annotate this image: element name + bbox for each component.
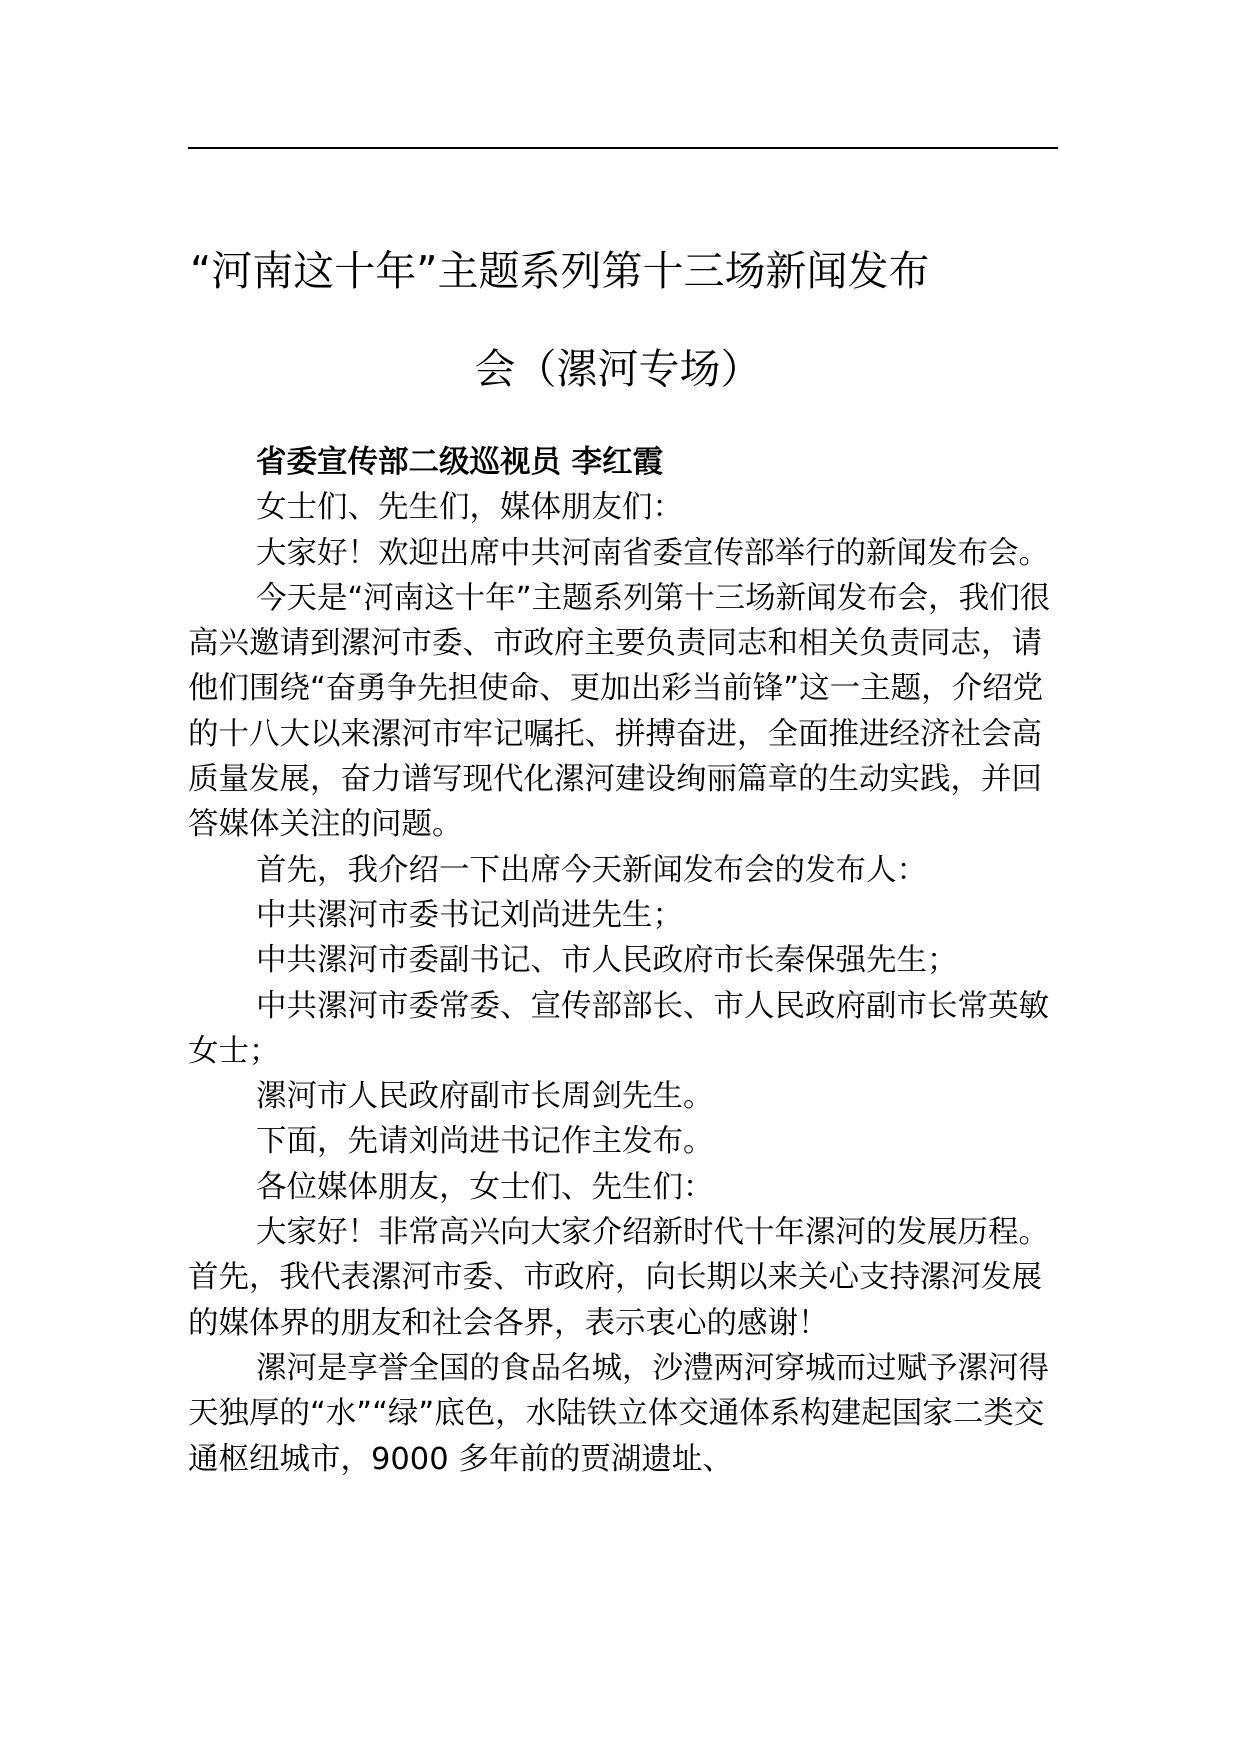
paragraph: 中共漯河市委常委、宣传部部长、市人民政府副市长常英敏女士； — [188, 988, 1049, 1069]
document-title — [188, 222, 1068, 418]
paragraph: 各位媒体朋友，女士们、先生们： — [256, 1169, 714, 1205]
title-line-1: “河南这十年”主题系列第十三场新闻发布 — [190, 247, 930, 295]
paragraph: 今天是“河南这十年”主题系列第十三场新闻发布会，我们很高兴邀请到漯河市委、市政府主要负责同志和相关负责同志，请他们围绕“奋勇争先担使命、更加出彩当前锋”这一主题，介绍党的十八大以来漯河市牢记嘱托、拼搏奋进，全面推进经济社会高质量发展，奋力谱写现代化漯河建设绚丽篇章的生动实践，并回答媒体关注的问题。 — [188, 580, 1051, 843]
speaker-line: 省委宣传部二级巡视员 李红霞 — [256, 445, 664, 480]
paragraph: 大家好！非常高兴向大家介绍新时代十年漯河的发展历程。首先，我代表漯河市委、市政府，向长期以来关心支持漯河发展的媒体界的朋友和社会各界，表示衷心的感谢！ — [188, 1215, 1049, 1341]
paragraph: 首先，我介绍一下出席今天新闻发布会的发布人： — [256, 852, 927, 888]
header-rule — [188, 147, 1058, 149]
paragraph: 大家好！欢迎出席中共河南省委宣传部举行的新闻发布会。 — [256, 535, 1049, 571]
paragraph: 下面，先请刘尚进书记作主发布。 — [256, 1124, 714, 1160]
paragraph: 女士们、先生们，媒体朋友们： — [256, 490, 683, 526]
title-line-2: 会（漯河专场） — [474, 345, 762, 393]
paragraph: 中共漯河市委副书记、市人民政府市长秦保强先生； — [256, 943, 958, 979]
paragraph: 中共漯河市委书记刘尚进先生； — [256, 897, 683, 933]
paragraph: 漯河市人民政府副市长周剑先生。 — [256, 1079, 714, 1115]
document-body — [188, 440, 1068, 1482]
paragraph: 漯河是享誉全国的食品名城，沙澧两河穿城而过赋予漯河得天独厚的“水”“绿”底色，水陆铁立体交通体系构建起国家二类交通枢纽城市，9000 多年前的贾湖遗址、 — [188, 1350, 1049, 1477]
